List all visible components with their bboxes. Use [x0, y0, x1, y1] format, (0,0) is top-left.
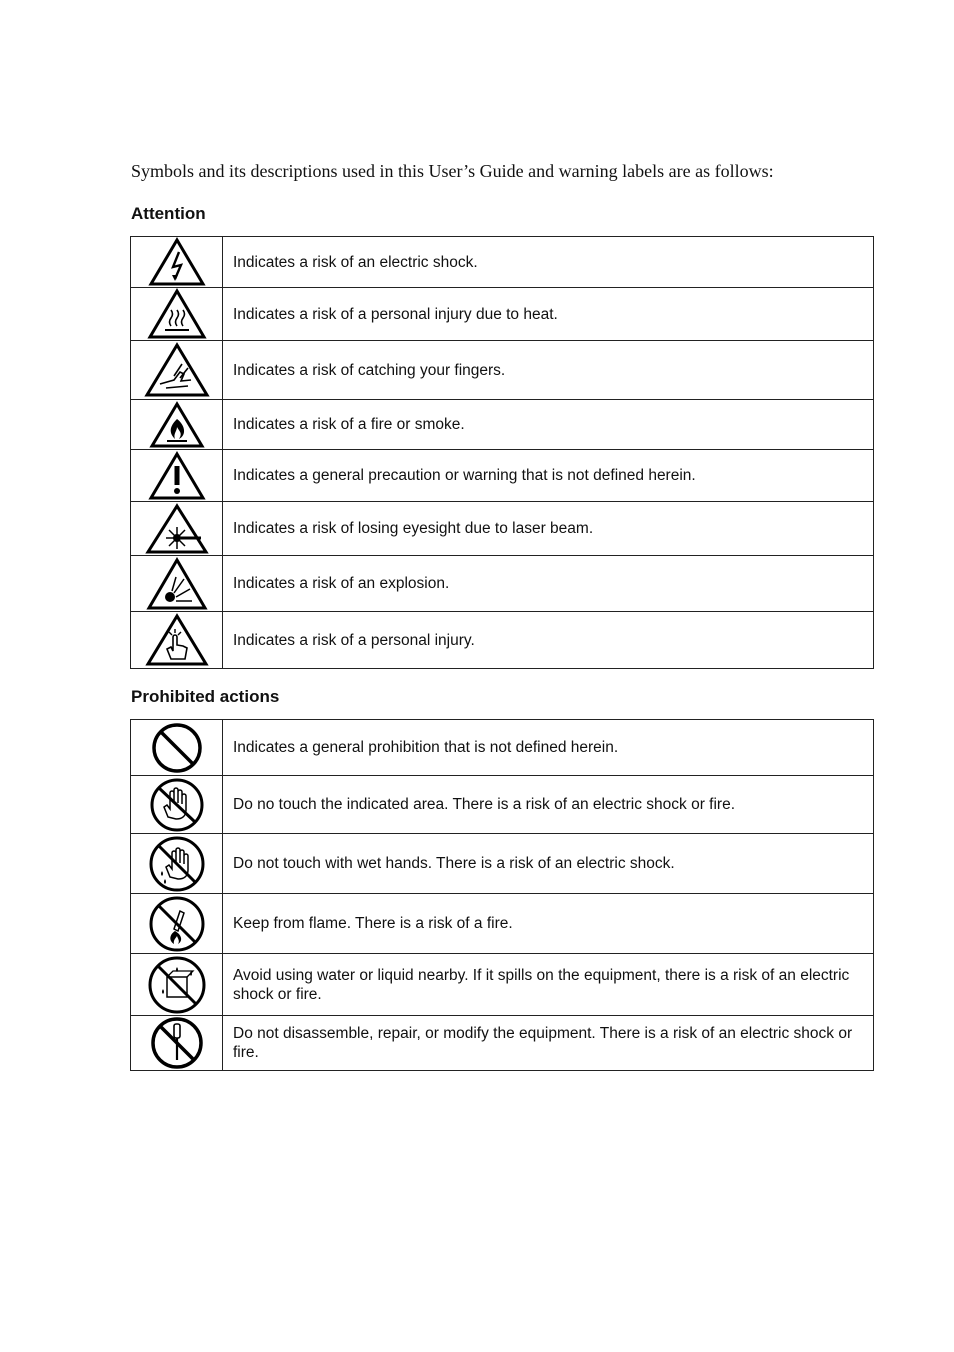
exclamation-icon [148, 451, 206, 501]
table-row [131, 894, 874, 954]
explosion-icon [146, 557, 208, 611]
general-prohibition-icon [150, 721, 204, 775]
no-wet-hands-icon [148, 835, 206, 893]
table-row [131, 288, 874, 341]
hot-surface-icon [147, 288, 207, 340]
table-row [131, 502, 874, 556]
table-row [131, 556, 874, 612]
row-description: Indicates a risk of an explosion. [223, 556, 874, 612]
finger-pinch-icon [144, 342, 210, 398]
table-row [131, 450, 874, 502]
table-row [131, 612, 874, 669]
prohibited-heading: Prohibited actions [131, 687, 280, 706]
table-row [131, 954, 874, 1016]
row-description: Indicates a risk of a personal injury due to heat. [223, 288, 874, 341]
no-flame-icon [148, 895, 206, 953]
row-description: Do no touch the indicated area. There is a risk of an electric shock or fire. [223, 776, 874, 834]
table-row [131, 341, 874, 400]
table-row [131, 237, 874, 288]
attention-table [130, 236, 874, 669]
row-description: Indicates a risk of losing eyesight due to laser beam. [223, 502, 874, 556]
row-description: Indicates a general precaution or warning that is not defined herein. [223, 450, 874, 502]
row-description: Do not disassemble, repair, or modify the equipment. There is a risk of an electric shock or fire. [223, 1016, 874, 1071]
no-disassemble-icon [149, 1016, 205, 1070]
table-row [131, 834, 874, 894]
laser-icon [145, 503, 209, 555]
no-liquid-icon [147, 955, 207, 1015]
table-row [131, 1016, 874, 1071]
electric-shock-icon [148, 237, 206, 287]
no-touch-icon [148, 777, 206, 833]
fire-icon [149, 401, 205, 449]
table-row [131, 776, 874, 834]
row-description: Keep from flame. There is a risk of a fire. [223, 894, 874, 954]
intro-text: Symbols and its descriptions used in this User’s Guide and warning labels are as follows: [131, 161, 774, 181]
personal-injury-icon [145, 613, 209, 667]
row-description: Indicates a risk of a personal injury. [223, 612, 874, 669]
row-description: Indicates a risk of catching your fingers. [223, 341, 874, 400]
row-description: Indicates a risk of a fire or smoke. [223, 400, 874, 450]
row-description: Indicates a general prohibition that is not defined herein. [223, 720, 874, 776]
table-row [131, 720, 874, 776]
row-description: Do not touch with wet hands. There is a risk of an electric shock. [223, 834, 874, 894]
table-row [131, 400, 874, 450]
row-description: Indicates a risk of an electric shock. [223, 237, 874, 288]
prohibited-table [130, 719, 874, 1071]
attention-heading: Attention [131, 204, 206, 223]
row-description: Avoid using water or liquid nearby. If it spills on the equipment, there is a risk of an electric shock or fire. [223, 954, 874, 1016]
